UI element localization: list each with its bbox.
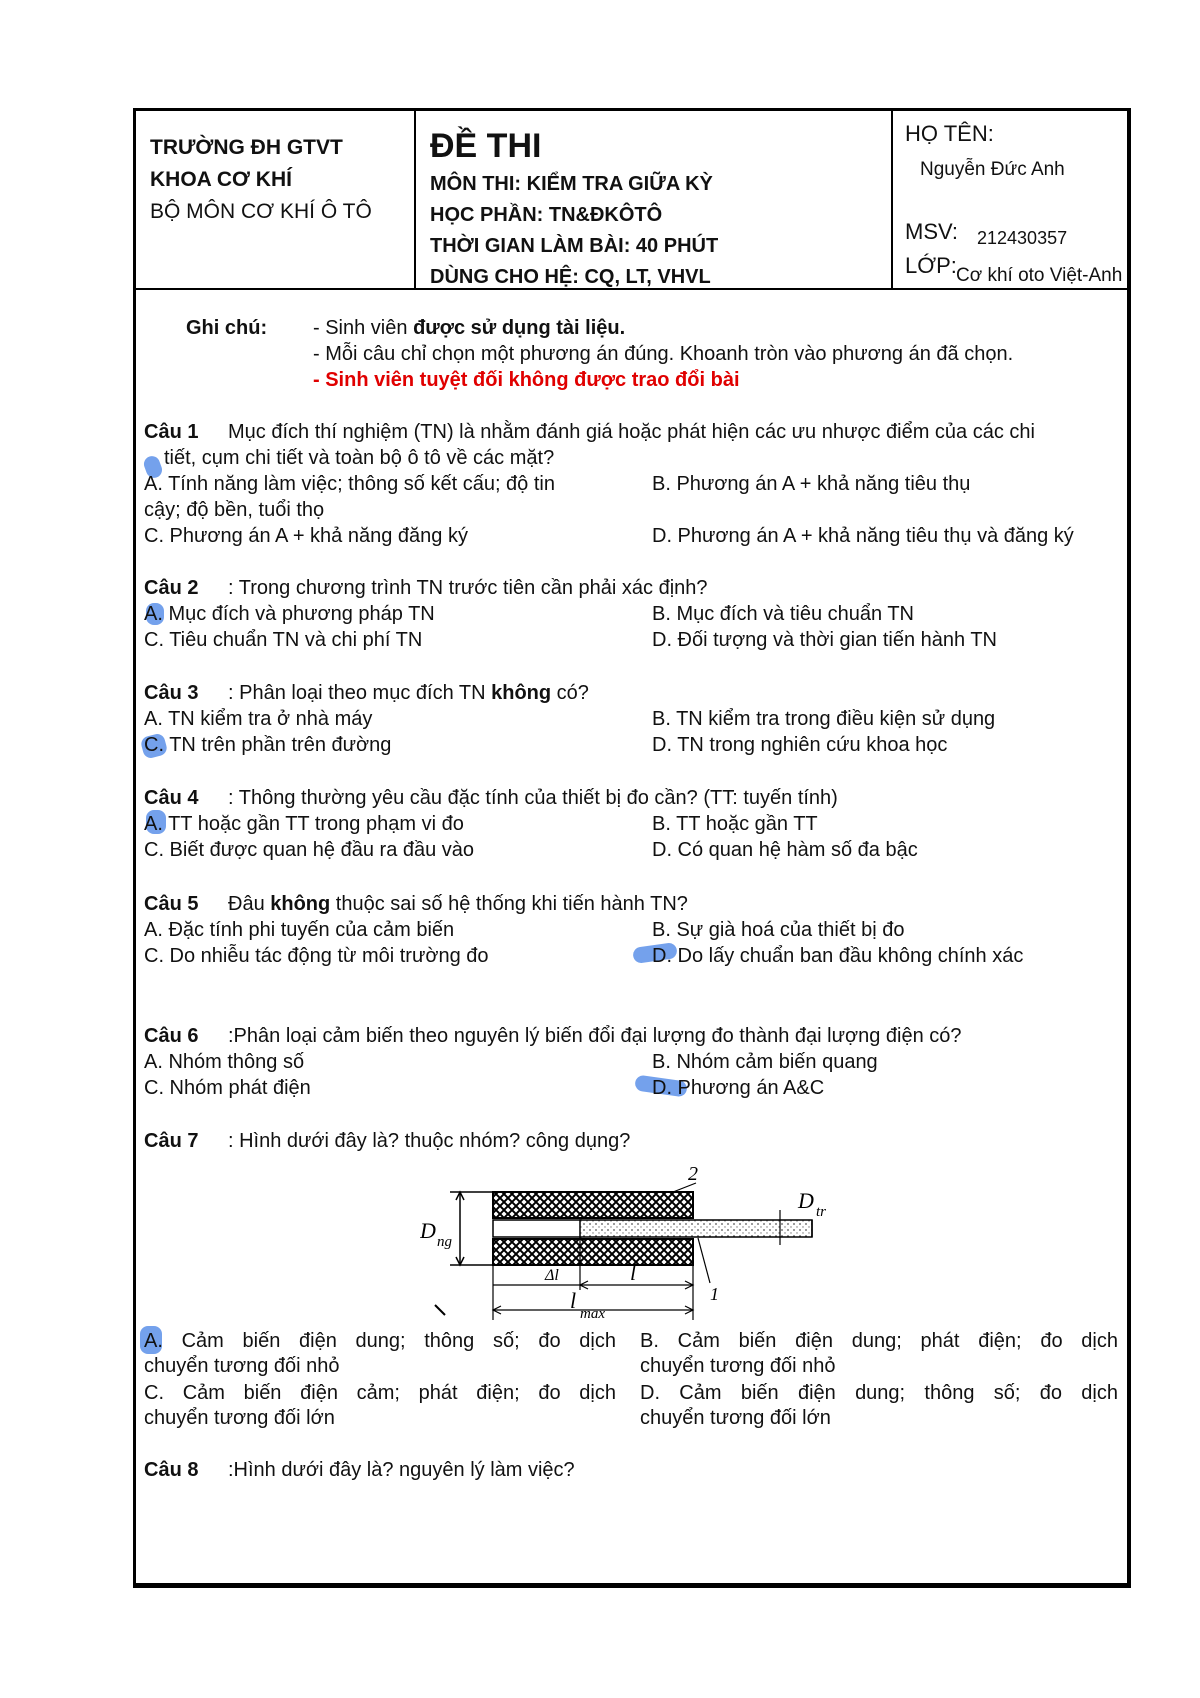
q2-label: Câu 2 <box>144 577 199 599</box>
q2-option-d[interactable]: D. Đối tượng và thời gian tiến hành TN <box>652 629 997 651</box>
q3-text: : Phân loại theo mục đích TN không có? <box>228 682 589 704</box>
q8-text: :Hình dưới đây là? nguyên lý làm việc? <box>228 1459 575 1481</box>
q6-option-b[interactable]: B. Nhóm cảm biến quang <box>652 1051 878 1073</box>
label-1: 1 <box>710 1284 719 1304</box>
q1-option-b[interactable]: B. Phương án A + khả năng tiêu thụ <box>652 473 971 495</box>
q2-text: : Trong chương trình TN trước tiên cần phải xác định? <box>228 577 708 599</box>
outer-electrode-bottom <box>493 1239 693 1265</box>
q7-label: Câu 7 <box>144 1130 199 1152</box>
q1-option-c[interactable]: C. Phương án A + khả năng đăng ký <box>144 525 468 547</box>
note-line-3: - Sinh viên tuyệt đối không được trao đổi bài <box>313 369 740 391</box>
label-lmax: l <box>570 1288 577 1313</box>
q2-option-c[interactable]: C. Tiêu chuẩn TN và chi phí TN <box>144 629 423 651</box>
name-label: HỌ TÊN: <box>905 121 994 146</box>
q7-option-d-cont: chuyển tương đối lớn <box>640 1407 831 1429</box>
name-value: Nguyễn Đức Anh <box>920 159 1065 180</box>
student-id-value: 212430357 <box>977 228 1068 248</box>
inner-rod <box>580 1220 812 1237</box>
label-lmax-sub: max <box>580 1306 605 1322</box>
q6-option-a[interactable]: A. Nhóm thông số <box>144 1051 305 1073</box>
q1-option-a-cont: cậy; độ bền, tuổi thọ <box>144 499 325 521</box>
department-name: BỘ MÔN CƠ KHÍ Ô TÔ <box>150 200 372 223</box>
faculty-name: KHOA CƠ KHÍ <box>150 168 292 191</box>
q1-text: Mục đích thí nghiệm (TN) là nhằm đánh giá hoặc phát hiện các ưu nhược điểm của các chi <box>228 421 1035 443</box>
q1-option-a[interactable]: A. Tính năng làm việc; thông số kết cấu; độ tin <box>144 473 555 495</box>
label-l: l <box>630 1260 637 1285</box>
label-2: 2 <box>688 1163 698 1185</box>
q7-option-b[interactable]: B. Cảm biến điện dung; phát điện; đo dịch <box>640 1330 1118 1352</box>
q5-label: Câu 5 <box>144 893 199 915</box>
note-line-2: - Mỗi câu chỉ chọn một phương án đúng. Khoanh tròn vào phương án đã chọn. <box>313 343 1014 365</box>
exam-title: ĐỀ THI <box>430 127 542 165</box>
q3-option-d[interactable]: D. TN trong nghiên cứu khoa học <box>652 734 948 756</box>
label-dtr-sub: tr <box>816 1204 827 1220</box>
note-line-1: - Sinh viên được sử dụng tài liệu. <box>313 317 626 339</box>
q6-text: :Phân loại cảm biến theo nguyên lý biến đổi đại lượng đo thành đại lượng điện có? <box>228 1025 962 1047</box>
q5-option-d[interactable]: D. Do lấy chuẩn ban đầu không chính xác <box>652 945 1024 967</box>
label-delta-l: Δl <box>545 1267 559 1284</box>
q4-option-b[interactable]: B. TT hoặc gần TT <box>652 813 818 835</box>
exam-course: HỌC PHẦN: TN&ĐKÔTÔ <box>430 204 663 226</box>
header-col-divider-2 <box>891 108 893 290</box>
label-dtr: D <box>798 1188 814 1213</box>
q6-option-c[interactable]: C. Nhóm phát điện <box>144 1077 311 1099</box>
capacitive-sensor-figure <box>420 1150 830 1325</box>
dielectric-gap <box>493 1220 581 1237</box>
q5-option-b[interactable]: B. Sự già hoá của thiết bị đo <box>652 919 905 941</box>
q7-option-c[interactable]: C. Cảm biến điện cảm; phát điện; đo dịch <box>144 1382 616 1404</box>
q6-option-d[interactable]: D. Phương án A&C <box>652 1077 825 1099</box>
q4-option-a[interactable]: A. TT hoặc gần TT trong phạm vi đo <box>144 813 464 835</box>
q7-option-d[interactable]: D. Cảm biến điện dung; thông số; đo dịch <box>640 1382 1118 1404</box>
notes-label: Ghi chú: <box>186 317 268 339</box>
q3-option-c[interactable]: C. TN trên phần trên đường <box>144 734 392 756</box>
outer-electrode-top <box>493 1192 693 1218</box>
q5-text: Đâu không thuộc sai số hệ thống khi tiến hành TN? <box>228 893 688 915</box>
q4-text: : Thông thường yêu cầu đặc tính của thiết bị đo cần? (TT: tuyến tính) <box>228 787 838 809</box>
q1-option-d[interactable]: D. Phương án A + khả năng tiêu thụ và đăng ký <box>652 525 1074 547</box>
exam-audience: DÙNG CHO HỆ: CQ, LT, VHVL <box>430 266 711 288</box>
label-dng: D <box>420 1218 436 1243</box>
q7-option-c-cont: chuyển tương đối lớn <box>144 1407 335 1429</box>
class-label: LỚP: <box>905 253 957 278</box>
q3-option-a[interactable]: A. TN kiểm tra ở nhà máy <box>144 708 373 730</box>
q7-text: : Hình dưới đây là? thuộc nhóm? công dụng? <box>228 1130 631 1152</box>
q4-option-c[interactable]: C. Biết được quan hệ đầu ra đầu vào <box>144 839 475 861</box>
q7-option-a[interactable]: A. Cảm biến điện dung; thông số; đo dịch <box>144 1330 616 1352</box>
student-id-label: MSV: <box>905 219 958 244</box>
q6-label: Câu 6 <box>144 1025 199 1047</box>
q8-label: Câu 8 <box>144 1459 199 1481</box>
q7-option-b-cont: chuyển tương đối nhỏ <box>640 1355 836 1377</box>
q2-option-b[interactable]: B. Mục đích và tiêu chuẩn TN <box>652 603 914 625</box>
q1-label: Câu 1 <box>144 421 199 443</box>
q1-text-cont: tiết, cụm chi tiết và toàn bộ ô tô về các mặt? <box>164 447 555 469</box>
q3-option-b[interactable]: B. TN kiểm tra trong điều kiện sử dụng <box>652 708 996 730</box>
exam-duration: THỜI GIAN LÀM BÀI: 40 PHÚT <box>430 235 719 257</box>
q2-option-a[interactable]: A. Mục đích và phương pháp TN <box>144 603 435 625</box>
q4-option-d[interactable]: D. Có quan hệ hàm số đa bậc <box>652 839 918 861</box>
exam-subject: MÔN THI: KIỂM TRA GIỮA KỲ <box>430 173 713 195</box>
header-col-divider-1 <box>414 108 416 290</box>
class-value: Cơ khí oto Việt-Anh <box>956 265 1123 286</box>
label-dng-sub: ng <box>437 1234 452 1250</box>
q7-option-a-cont: chuyển tương đối nhỏ <box>144 1355 340 1377</box>
q5-option-c[interactable]: C. Do nhiễu tác động từ môi trường đo <box>144 945 489 967</box>
q5-option-a[interactable]: A. Đặc tính phi tuyến của cảm biến <box>144 919 455 941</box>
q3-label: Câu 3 <box>144 682 199 704</box>
school-name: TRƯỜNG ĐH GTVT <box>150 136 343 159</box>
q4-label: Câu 4 <box>144 787 199 809</box>
